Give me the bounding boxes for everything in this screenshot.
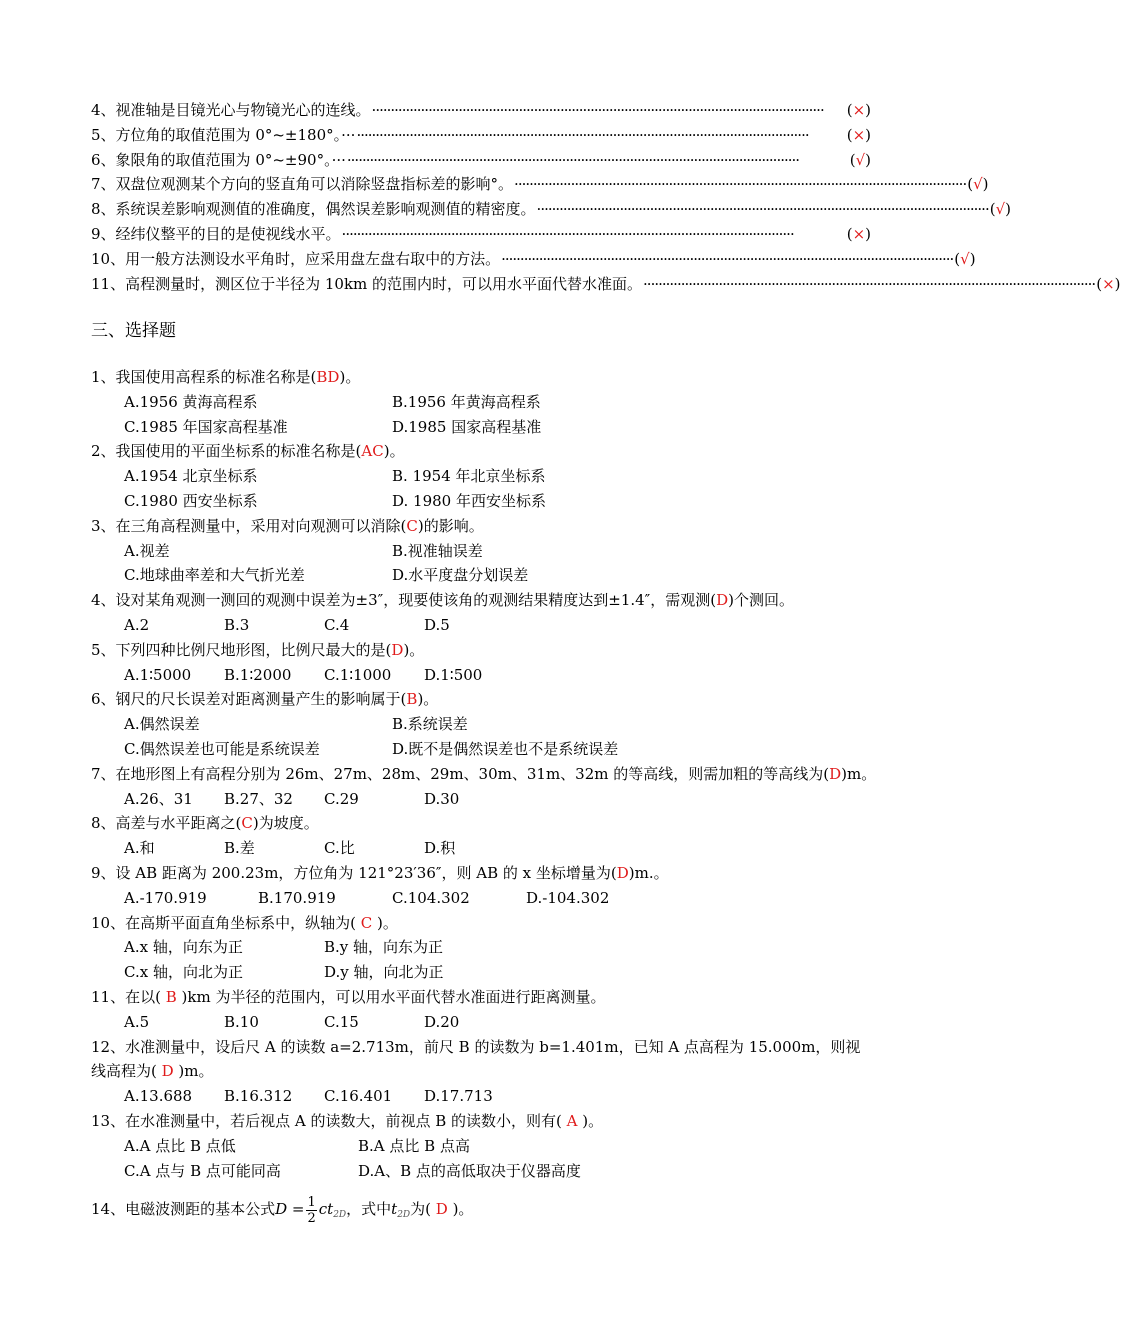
question-stem: [91, 911, 866, 936]
question-stem: [91, 687, 866, 712]
answer-letters: B: [406, 690, 418, 709]
tf-item-mark: (×): [1096, 274, 1121, 293]
option: B.16.312: [224, 1087, 293, 1106]
option: C.4: [324, 615, 350, 634]
question-stem: [91, 365, 866, 390]
option: B.视准轴误差: [392, 541, 483, 560]
tf-item: [91, 123, 871, 148]
option-row: [91, 1159, 866, 1184]
option: D.20: [424, 1012, 460, 1031]
tf-item-text: 7、双盘位观测某个方向的竖直角可以消除竖盘指标差的影响°。: [91, 175, 514, 194]
answer-letters: B: [160, 987, 182, 1006]
option-row: [91, 1084, 866, 1109]
tf-item: [91, 197, 1011, 222]
question-text: 4、设对某角观测一测回的观测中误差为±3″，现要使该角的观测结果精度达到±1.4″，需观测(: [91, 591, 717, 610]
option: D.既不是偶然误差也不是系统误差: [392, 739, 619, 758]
formula-rhs: ct: [318, 1200, 334, 1219]
answer-mark: √: [973, 175, 983, 194]
tf-item-text: 5、方位角的取值范围为 0°~±180°。···: [91, 125, 356, 144]
option: D.1∶500: [424, 665, 483, 684]
option-row: [91, 1010, 866, 1035]
answer-letters: C: [241, 814, 253, 833]
answer-letters: A: [561, 1111, 583, 1130]
question-stem: [91, 861, 866, 886]
question-text: 13、在水准测量中，若后视点 A 的读数大，前视点 B 的读数小，则有(: [91, 1111, 562, 1130]
option: C.1980 西安坐标系: [124, 491, 258, 510]
tf-item-text: 10、用一般方法测设水平角时，应采用盘左盘右取中的方法。: [91, 249, 501, 268]
tf-item-mark: (√): [954, 249, 976, 268]
answer-letters: D: [431, 1200, 453, 1219]
answer-mark: ×: [1102, 274, 1115, 293]
option-row: [91, 539, 866, 564]
question-stem: [91, 1109, 866, 1134]
option: C.15: [324, 1012, 359, 1031]
option: A.A 点比 B 点低: [124, 1136, 236, 1155]
option: D.积: [424, 839, 456, 858]
fraction-numerator: 1: [307, 1194, 316, 1210]
formula-lhs: D =: [275, 1200, 305, 1219]
question-text-end: )。: [452, 1200, 474, 1219]
true-false-list: [91, 98, 1121, 296]
option-row: [91, 886, 866, 911]
question-text: 9、设 AB 距离为 200.23m，方位角为 121°23′36″，则 AB 的 x 坐标增量为(: [91, 863, 617, 882]
question-text: 5、下列四种比例尺地形图，比例尺最大的是(: [91, 640, 392, 659]
variable: t: [391, 1200, 398, 1219]
question-stem: [91, 439, 866, 464]
question-text-end: )m。: [178, 1062, 214, 1081]
option: A.5: [124, 1012, 150, 1031]
tf-item-text: 8、系统误差影响观测值的准确度，偶然误差影响观测值的精密度。: [91, 200, 536, 219]
option: D.A、B 点的高低取决于仪器高度: [358, 1161, 581, 1180]
answer-letters: D: [391, 640, 404, 659]
tf-item-mark: (×): [846, 125, 871, 144]
question-text: ，式中: [346, 1200, 392, 1219]
question-text-end: )的影响。: [417, 516, 484, 535]
option: C.1985 年国家高程基准: [124, 417, 288, 436]
answer-mark: √: [855, 150, 866, 169]
option: A.视差: [124, 541, 170, 560]
option: B.1∶2000: [224, 665, 292, 684]
option-row: [91, 1134, 866, 1159]
tf-item: [91, 172, 989, 197]
option-row: [91, 390, 866, 415]
tf-item-mark: (√): [967, 175, 989, 194]
option: C.16.401: [324, 1087, 393, 1106]
leader-dots: ························································································································: [643, 274, 1096, 293]
option-row: [91, 737, 866, 762]
option: A.1∶5000: [124, 665, 192, 684]
option: B.10: [224, 1012, 259, 1031]
question-text: 8、高差与水平距离之(: [91, 814, 242, 833]
question-text-end: )km 为半径的范围内，可以用水平面代替水准面进行距离测量。: [181, 987, 606, 1006]
option: B.y 轴，向东为正: [324, 938, 444, 957]
answer-mark: ×: [852, 101, 866, 119]
option: D.水平度盘分划误差: [392, 566, 529, 585]
option-row: [91, 935, 866, 960]
answer-letters: D: [156, 1062, 179, 1081]
tf-item-mark: (×): [846, 101, 871, 119]
option-row: [91, 415, 866, 440]
option: B.1956 年黄海高程系: [392, 392, 541, 411]
question-stem: [91, 985, 866, 1010]
question-text: 12、水准测量中，设后尺 A 的读数 a=2.713m，前尺 B 的读数为 b=1.401m，已知 A 点高程为 15.000m，则视线高程为(: [91, 1037, 861, 1081]
leader-dots: ························································································································: [501, 249, 954, 268]
option: C.104.302: [392, 888, 470, 907]
question-text: 为(: [410, 1200, 431, 1219]
fraction: [306, 1195, 316, 1226]
question-text-end: )为坡度。: [252, 814, 319, 833]
option: C.偶然误差也可能是系统误差: [124, 739, 320, 758]
answer-mark: ×: [852, 125, 866, 144]
tf-item: [91, 247, 976, 272]
tf-item: [91, 148, 871, 173]
question-text: 6、钢尺的尺长误差对距离测量产生的影响属于(: [91, 690, 407, 709]
tf-item-text: 6、象限角的取值范围为 0°~±90°。···: [91, 150, 346, 169]
question-text-end: )m.。: [628, 863, 669, 882]
option-row: [91, 787, 866, 812]
option: A.-170.919: [124, 888, 207, 907]
tf-item: [91, 272, 1121, 297]
tf-item-text: 9、经纬仪整平的目的是使视线水平。: [91, 224, 341, 243]
option: C.1∶1000: [324, 665, 392, 684]
option: D.y 轴，向北为正: [324, 963, 444, 982]
option: D.5: [424, 615, 450, 634]
subscript: 2D: [397, 1210, 411, 1221]
option: A.1956 黄海高程系: [124, 392, 258, 411]
question-text-end: )。: [417, 690, 439, 709]
tf-item: [91, 222, 871, 247]
answer-mark: √: [995, 200, 1006, 219]
option: D. 1980 年西安坐标系: [392, 491, 546, 510]
leader-dots: ························································································································: [356, 125, 809, 144]
option-row: [91, 464, 866, 489]
tf-item-text: 11、高程测量时，测区位于半径为 10km 的范围内时，可以用水平面代替水准面。: [91, 274, 643, 293]
option: D.1985 国家高程基准: [392, 417, 542, 436]
leader-dots: ························································································································: [536, 200, 989, 219]
option: B.差: [224, 839, 255, 858]
option: B.170.919: [258, 888, 336, 907]
answer-letters: C: [355, 913, 377, 932]
option: A.26、31: [124, 789, 193, 808]
question-text-end: )。: [383, 442, 405, 461]
question-stem: [91, 1187, 866, 1231]
option: C.地球曲率差和大气折光差: [124, 566, 305, 585]
option: A.和: [124, 839, 155, 858]
question-text: 2、我国使用的平面坐标系的标准名称是(: [91, 442, 362, 461]
answer-letters: AC: [361, 442, 384, 461]
option-row: [91, 613, 866, 638]
tf-item-mark: (×): [846, 224, 871, 243]
option: C.A 点与 B 点可能同高: [124, 1161, 281, 1180]
question-text-end: )。: [339, 368, 361, 386]
multiple-choice-list: [91, 365, 877, 1231]
formula: [275, 1194, 347, 1226]
answer-mark: ×: [852, 224, 866, 243]
question-text-end: )。: [403, 640, 425, 659]
answer-mark: √: [960, 249, 970, 268]
option: D.17.713: [424, 1087, 493, 1106]
leader-dots: ························································································································: [371, 101, 824, 119]
option: A.13.688: [124, 1087, 193, 1106]
question-stem: [91, 1035, 866, 1085]
question-text-end: )m。: [841, 764, 877, 783]
option: C.x 轴，向北为正: [124, 963, 243, 982]
option: B.A 点比 B 点高: [358, 1136, 470, 1155]
tf-item: [91, 98, 871, 123]
question-text-end: )。: [376, 913, 398, 932]
option-row: [91, 563, 866, 588]
tf-item-mark: (√): [849, 150, 871, 169]
option-row: [91, 960, 866, 985]
question-stem: [91, 514, 866, 539]
option: B. 1954 年北京坐标系: [392, 467, 546, 486]
option-row: [91, 836, 866, 861]
option: B.3: [224, 615, 250, 634]
section-title: 三、选择题: [91, 321, 176, 341]
question-text: 1、我国使用高程系的标准名称是(: [91, 368, 317, 386]
tf-item-text: 4、视准轴是目镜光心与物镜光心的连线。: [91, 101, 371, 119]
leader-dots: ························································································································: [346, 150, 800, 169]
option-row: [91, 489, 866, 514]
answer-letters: D: [716, 591, 729, 610]
option: B.系统误差: [392, 715, 468, 734]
option: C.比: [324, 839, 355, 858]
answer-letters: BD: [316, 368, 340, 386]
option: A.x 轴，向东为正: [124, 938, 243, 957]
option: B.27、32: [224, 789, 293, 808]
question-stem: [91, 588, 866, 613]
option: D.-104.302: [526, 888, 610, 907]
question-text: 10、在高斯平面直角坐标系中，纵轴为(: [91, 913, 356, 932]
answer-letters: C: [406, 516, 418, 535]
option: A.2: [124, 615, 150, 634]
question-stem: [91, 638, 866, 663]
option: C.29: [324, 789, 359, 808]
question-stem: [91, 811, 866, 836]
option: A.偶然误差: [124, 715, 200, 734]
question-text: 3、在三角高程测量中，采用对向观测可以消除(: [91, 516, 407, 535]
option: D.30: [424, 789, 460, 808]
option-row: [91, 663, 866, 688]
question-text-end: )。: [582, 1111, 604, 1130]
question-text-end: )个测回。: [728, 591, 795, 610]
answer-letters: D: [616, 863, 629, 882]
question-text: 11、在以(: [91, 987, 161, 1006]
tf-item-mark: (√): [989, 200, 1011, 219]
answer-letters: D: [829, 764, 842, 783]
option: A.1954 北京坐标系: [124, 467, 258, 486]
question-text: 7、在地形图上有高程分别为 26m、27m、28m、29m、30m、31m、32m 的等高线，则需加粗的等高线为(: [91, 764, 830, 783]
question-stem: [91, 762, 877, 787]
variable-t: [391, 1200, 411, 1221]
option-row: [91, 712, 866, 737]
question-text: 14、电磁波测距的基本公式: [91, 1200, 276, 1219]
subscript: 2D: [333, 1210, 347, 1221]
fraction-denominator: 2: [307, 1210, 316, 1226]
leader-dots: ························································································································: [341, 224, 794, 243]
leader-dots: ························································································································: [514, 175, 967, 194]
